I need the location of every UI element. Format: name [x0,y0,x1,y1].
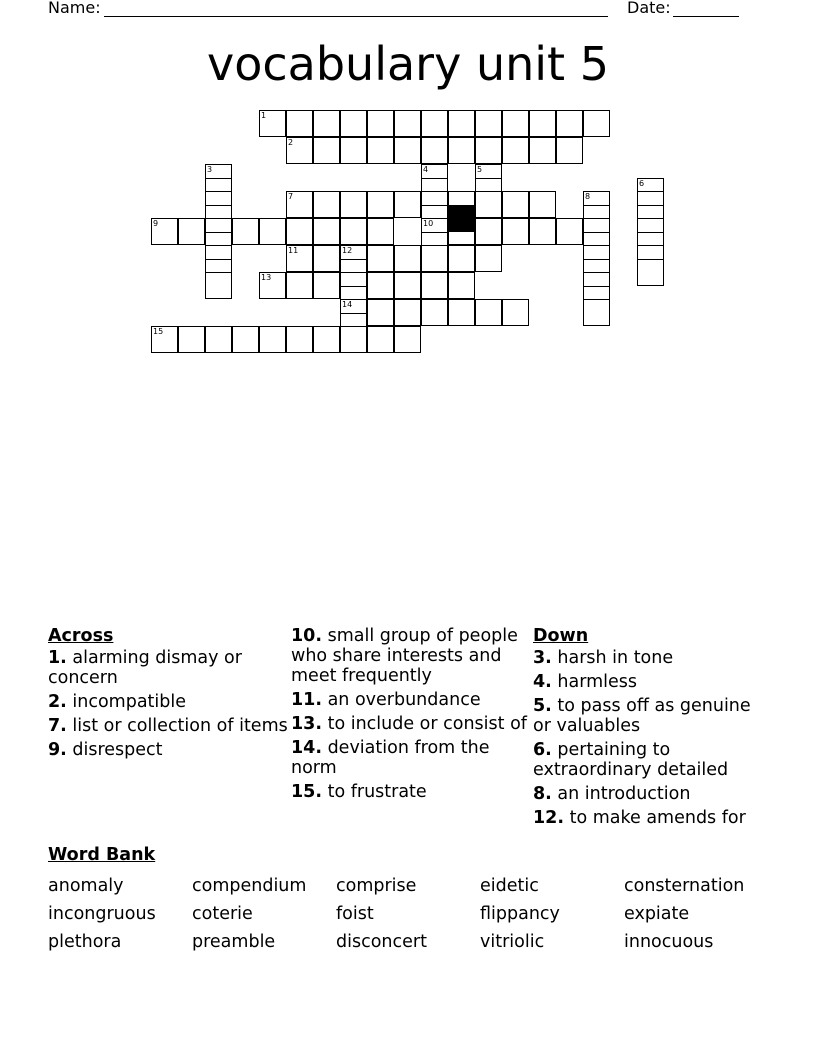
clue-number: 13 [261,273,272,282]
across-clues-column-continued [291,626,531,806]
crossword-cell[interactable] [421,137,448,164]
across-clue [291,714,531,734]
across-clue [48,740,288,760]
crossword-cell[interactable] [448,137,475,164]
clue-number: 3 [207,165,213,174]
crossword-cell[interactable] [340,191,367,218]
crossword-cell[interactable] [394,191,421,218]
crossword-cell[interactable] [502,218,529,245]
across-clue [291,738,531,778]
crossword-cell[interactable] [583,110,610,137]
crossword-cell[interactable] [475,245,502,272]
crossword-cell[interactable] [313,218,340,245]
crossword-cell[interactable] [556,137,583,164]
crossword-cell[interactable] [502,110,529,137]
clue-number: 6 [639,178,645,188]
crossword-cell[interactable] [448,110,475,137]
across-clue [291,782,531,802]
down-clue [533,696,773,736]
clue-text: harmless [551,672,638,692]
crossword-cell[interactable] [367,110,394,137]
crossword-black-cell [448,205,475,232]
clue-number: 4 [423,165,429,174]
crossword-cell[interactable] [448,299,475,326]
crossword-cell[interactable] [502,299,529,326]
clue-number: 7 [288,192,294,201]
clue-number-label: 14. [291,738,323,758]
clue-number: 11 [288,246,299,255]
clue-number: 10 [423,219,434,228]
crossword-cell[interactable] [178,326,205,353]
word-bank-item: compendium [192,876,307,896]
clue-number-label: 1. [48,648,67,668]
date-label: Date: [627,0,671,17]
crossword-cell[interactable] [340,218,367,245]
word-bank-item: preamble [192,932,276,952]
crossword-cell[interactable] [313,272,340,299]
crossword-cell[interactable] [340,110,367,137]
clue-number-label: 5. [533,696,552,716]
word-bank-item: innocuous [624,932,714,952]
word-bank-item: incongruous [48,904,156,924]
crossword-cell[interactable] [421,110,448,137]
crossword-cell[interactable] [367,191,394,218]
name-label: Name: [48,0,101,17]
crossword-cell[interactable] [232,218,259,245]
across-title: Across [48,626,114,646]
page-title: vocabulary unit 5 [207,37,609,91]
word-bank-item: disconcert [336,932,427,952]
crossword-cell[interactable] [529,218,556,245]
clue-text: pertaining to extraordinary detailed [533,740,729,780]
crossword-cell[interactable] [286,218,313,245]
clue-text: to pass off as genuine or valuables [533,696,751,736]
crossword-cell[interactable] [502,191,529,218]
crossword-cell[interactable] [313,137,340,164]
clue-text: to include or consist of [322,714,527,734]
clue-number-label: 10. [291,626,323,646]
word-bank-title: Word Bank [48,845,156,865]
across-clue [48,716,288,736]
clue-text: an introduction [551,784,691,804]
down-clues-column [533,626,773,832]
crossword-cell[interactable] [340,137,367,164]
clue-text: harsh in tone [551,648,674,668]
crossword-cell[interactable] [475,191,502,218]
clue-number-label: 7. [48,716,67,736]
across-clue-list-continued [291,626,531,802]
crossword-cell[interactable] [313,326,340,353]
crossword-cell[interactable] [367,245,394,272]
crossword-cell[interactable] [340,326,367,353]
crossword-cell[interactable] [394,137,421,164]
crossword-cell[interactable] [529,191,556,218]
clue-number-label: 8. [533,784,552,804]
down-clue [533,648,773,668]
clue-number: 12 [342,246,353,255]
crossword-cell[interactable] [475,137,502,164]
crossword-cell[interactable] [178,218,205,245]
crossword-cell[interactable] [421,245,448,272]
crossword-cell[interactable] [151,218,178,245]
clue-number-label: 13. [291,714,323,734]
crossword-cell[interactable] [529,137,556,164]
crossword-cell[interactable] [232,326,259,353]
crossword-cell[interactable] [367,218,394,245]
crossword-cell[interactable] [637,259,664,286]
across-clue [48,692,288,712]
down-clue [533,740,773,780]
down-clue [533,808,773,828]
crossword-cell[interactable] [475,218,502,245]
clue-number-label: 9. [48,740,67,760]
crossword-cell[interactable] [286,326,313,353]
across-clues-column [48,626,288,764]
crossword-cell[interactable] [367,272,394,299]
across-clue [48,648,288,688]
crossword-cell[interactable] [556,218,583,245]
crossword-cell[interactable] [583,299,610,326]
crossword-cell[interactable] [313,110,340,137]
clue-number: 15 [153,327,164,336]
crossword-cell[interactable] [475,299,502,326]
crossword-cell[interactable] [529,110,556,137]
crossword-cell[interactable] [313,245,340,272]
clue-number: 8 [585,192,591,201]
clue-number-label: 2. [48,692,67,712]
crossword-cell[interactable] [394,245,421,272]
down-title: Down [533,626,589,646]
clue-number: 9 [153,219,159,228]
clue-text: disrespect [66,740,163,760]
crossword-cell[interactable] [367,137,394,164]
word-bank-item: anomaly [48,876,124,896]
word-bank-item: expiate [624,904,690,924]
crossword-cell[interactable] [286,137,313,164]
down-clue [533,672,773,692]
crossword-cell[interactable] [367,326,394,353]
down-clue [533,784,773,804]
crossword-cell[interactable] [421,272,448,299]
word-bank-item: flippancy [480,904,560,924]
word-bank-item: comprise [336,876,417,896]
word-bank-item: foist [336,904,374,924]
clue-text: list or collection of items [66,716,288,736]
word-bank-item: plethora [48,932,122,952]
word-bank-item: vitriolic [480,932,545,952]
clue-number: 5 [477,165,483,174]
clue-number-label: 4. [533,672,552,692]
clue-number: 14 [342,300,353,309]
crossword-cell[interactable] [448,272,475,299]
across-clue-list [48,648,288,760]
clue-number-label: 12. [533,808,565,828]
crossword-cell[interactable] [286,245,313,272]
word-bank-item: consternation [624,876,745,896]
crossword-cell[interactable] [313,191,340,218]
crossword-cell[interactable] [556,110,583,137]
clue-number-label: 11. [291,690,323,710]
across-clue [291,690,531,710]
crossword-cell[interactable] [259,326,286,353]
crossword-cell[interactable] [205,272,232,299]
crossword-cell[interactable] [286,110,313,137]
clue-text: an overbundance [322,690,481,710]
crossword-cell[interactable] [286,191,313,218]
word-bank-item: coterie [192,904,253,924]
crossword-cell[interactable] [367,299,394,326]
across-clue [291,626,531,686]
clue-number: 1 [261,111,267,120]
crossword-cell[interactable] [286,272,313,299]
crossword-cell[interactable] [394,326,421,353]
crossword-cell[interactable] [502,137,529,164]
crossword-cell[interactable] [151,326,178,353]
crossword-cell[interactable] [259,110,286,137]
word-bank-item: eidetic [480,876,539,896]
word-bank [48,872,788,956]
clue-number: 2 [288,138,294,147]
clue-text: to make amends for [564,808,746,828]
clue-number-label: 3. [533,648,552,668]
crossword-cell[interactable] [394,299,421,326]
clue-text: incompatible [66,692,187,712]
clue-text: small group of people who share interests and meet frequently [291,626,518,686]
clue-number-label: 15. [291,782,323,802]
down-clue-list [533,648,773,828]
clue-number-label: 6. [533,740,552,760]
crossword-cell[interactable] [259,272,286,299]
crossword-cell[interactable] [394,272,421,299]
crossword-cell[interactable] [205,326,232,353]
clue-text: deviation from the norm [291,738,490,778]
crossword-cell[interactable] [421,299,448,326]
crossword-cell[interactable] [394,110,421,137]
crossword-cell[interactable] [475,110,502,137]
crossword-cell[interactable] [259,218,286,245]
clue-text: to frustrate [322,782,427,802]
clue-text: alarming dismay or concern [48,648,242,688]
crossword-cell[interactable] [448,245,475,272]
